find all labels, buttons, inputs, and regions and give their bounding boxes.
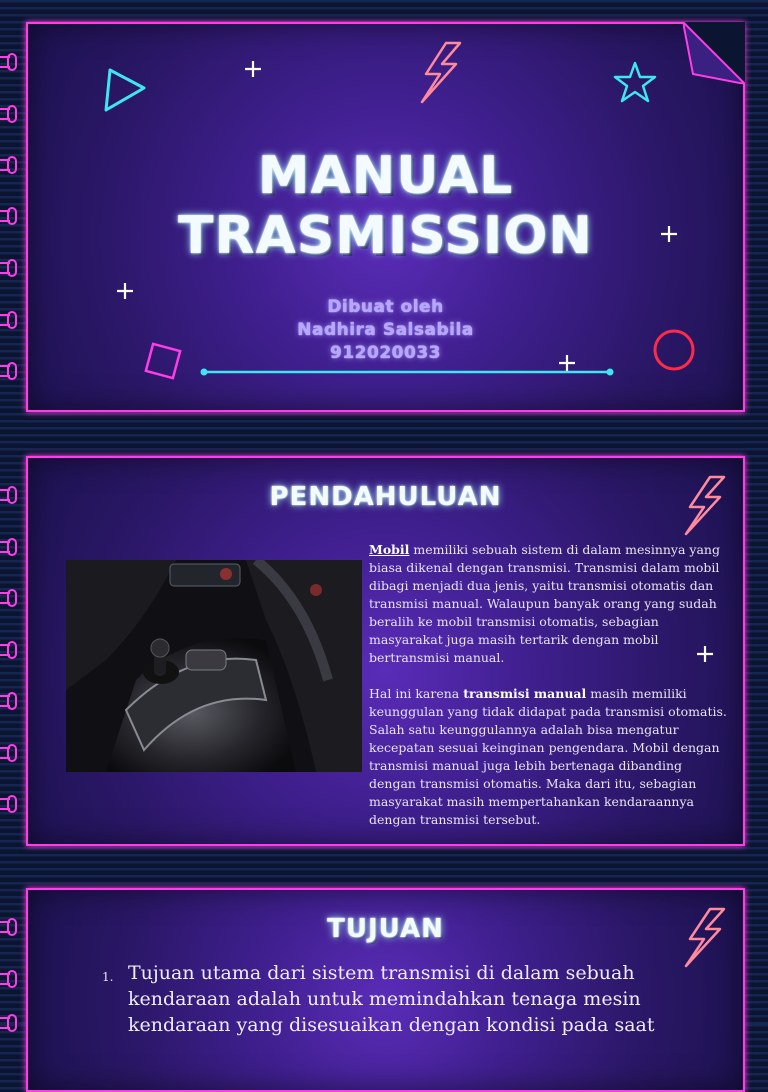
presentation-title <box>28 146 743 266</box>
author-name: Nadhira Salsabila <box>297 320 474 340</box>
star-outline-icon <box>612 60 658 106</box>
intro-paragraph-1 <box>369 541 729 667</box>
circle-outline-icon <box>652 328 696 372</box>
plus-sparkle-icon <box>558 354 576 372</box>
student-id: 912020033 <box>330 343 441 363</box>
list-item: Tujuan utama dari sistem transmisi di dalam sebuah kendaraan adalah untuk memindahkan tenaga mesin kendaraan yang disesuaikan dengan kondisi pada saat <box>128 962 655 1036</box>
credit-label: Dibuat oleh <box>327 297 444 317</box>
paragraph-2-lead: Hal ini karena <box>369 686 464 701</box>
list-number: 1. <box>102 970 114 984</box>
page-curl-corner <box>683 22 745 84</box>
title-line-2: TRASMISSION <box>178 206 593 266</box>
binder-ring-icon <box>0 1012 18 1034</box>
plus-sparkle-icon <box>660 225 678 243</box>
binder-ring-icon <box>0 690 18 712</box>
binder-ring-icon <box>0 793 18 815</box>
binder-ring-icon <box>0 154 18 176</box>
lightning-bolt-icon <box>416 40 464 104</box>
plus-sparkle-icon <box>244 60 262 78</box>
binder-ring-icon <box>0 587 18 609</box>
purpose-list <box>102 960 688 1038</box>
divider-line <box>198 366 616 378</box>
purpose-slide <box>26 888 745 1092</box>
author-credit <box>28 296 743 365</box>
diamond-outline-icon <box>140 338 186 384</box>
car-interior-image <box>66 560 362 772</box>
triangle-outline-icon <box>102 66 148 114</box>
binder-ring-icon <box>0 484 18 506</box>
paragraph-1-text: memiliki sebuah sistem di dalam mesinnya yang biasa dikenal dengan transmisi. Transmisi dalam mobil dibagi menjadi dua jenis, yaitu transmisi otomatis dan transmisi manual. Walaupun banyak orang yang sudah beralih ke mobil transmisi otomatis, sebagian masyarakat juga masih tertarik dengan mobil bertransmisi manual. <box>369 542 720 665</box>
binder-ring-icon <box>0 309 18 331</box>
binder-ring-icon <box>0 968 18 990</box>
binder-ring-icon <box>0 51 18 73</box>
keyword-transmisi-manual: transmisi manual <box>463 686 587 701</box>
intro-paragraph-2 <box>369 685 729 829</box>
binder-ring-icon <box>0 205 18 227</box>
lightning-bolt-icon <box>680 474 728 536</box>
section-heading: TUJUAN <box>327 914 444 944</box>
plus-sparkle-icon <box>696 645 714 663</box>
paragraph-2-text: masih memiliki keunggulan yang tidak didapat pada transmisi otomatis. Salah satu keunggulannya adalah bisa mengatur kecepatan sesuai keinginan pengendara. Mobil dengan transmisi manual juga lebih bertenaga dibanding dengan transmisi otomatis. Maka dari itu, sebagian masyarakat masih mempertahankan kendaraannya dengan transmisi tersebut. <box>369 686 727 827</box>
binder-ring-icon <box>0 742 18 764</box>
lightning-bolt-icon <box>680 906 728 968</box>
binder-ring-icon <box>0 103 18 125</box>
title-slide <box>26 22 745 412</box>
binder-ring-icon <box>0 536 18 558</box>
keyword-mobil: Mobil <box>369 542 410 557</box>
binder-ring-icon <box>0 360 18 382</box>
binder-ring-icon <box>0 639 18 661</box>
binder-ring-icon <box>0 916 18 938</box>
section-heading: PENDAHULUAN <box>269 482 502 512</box>
intro-slide <box>26 456 745 846</box>
gear-shift-photo <box>66 560 362 772</box>
title-line-1: MANUAL <box>257 146 514 206</box>
binder-ring-icon <box>0 257 18 279</box>
